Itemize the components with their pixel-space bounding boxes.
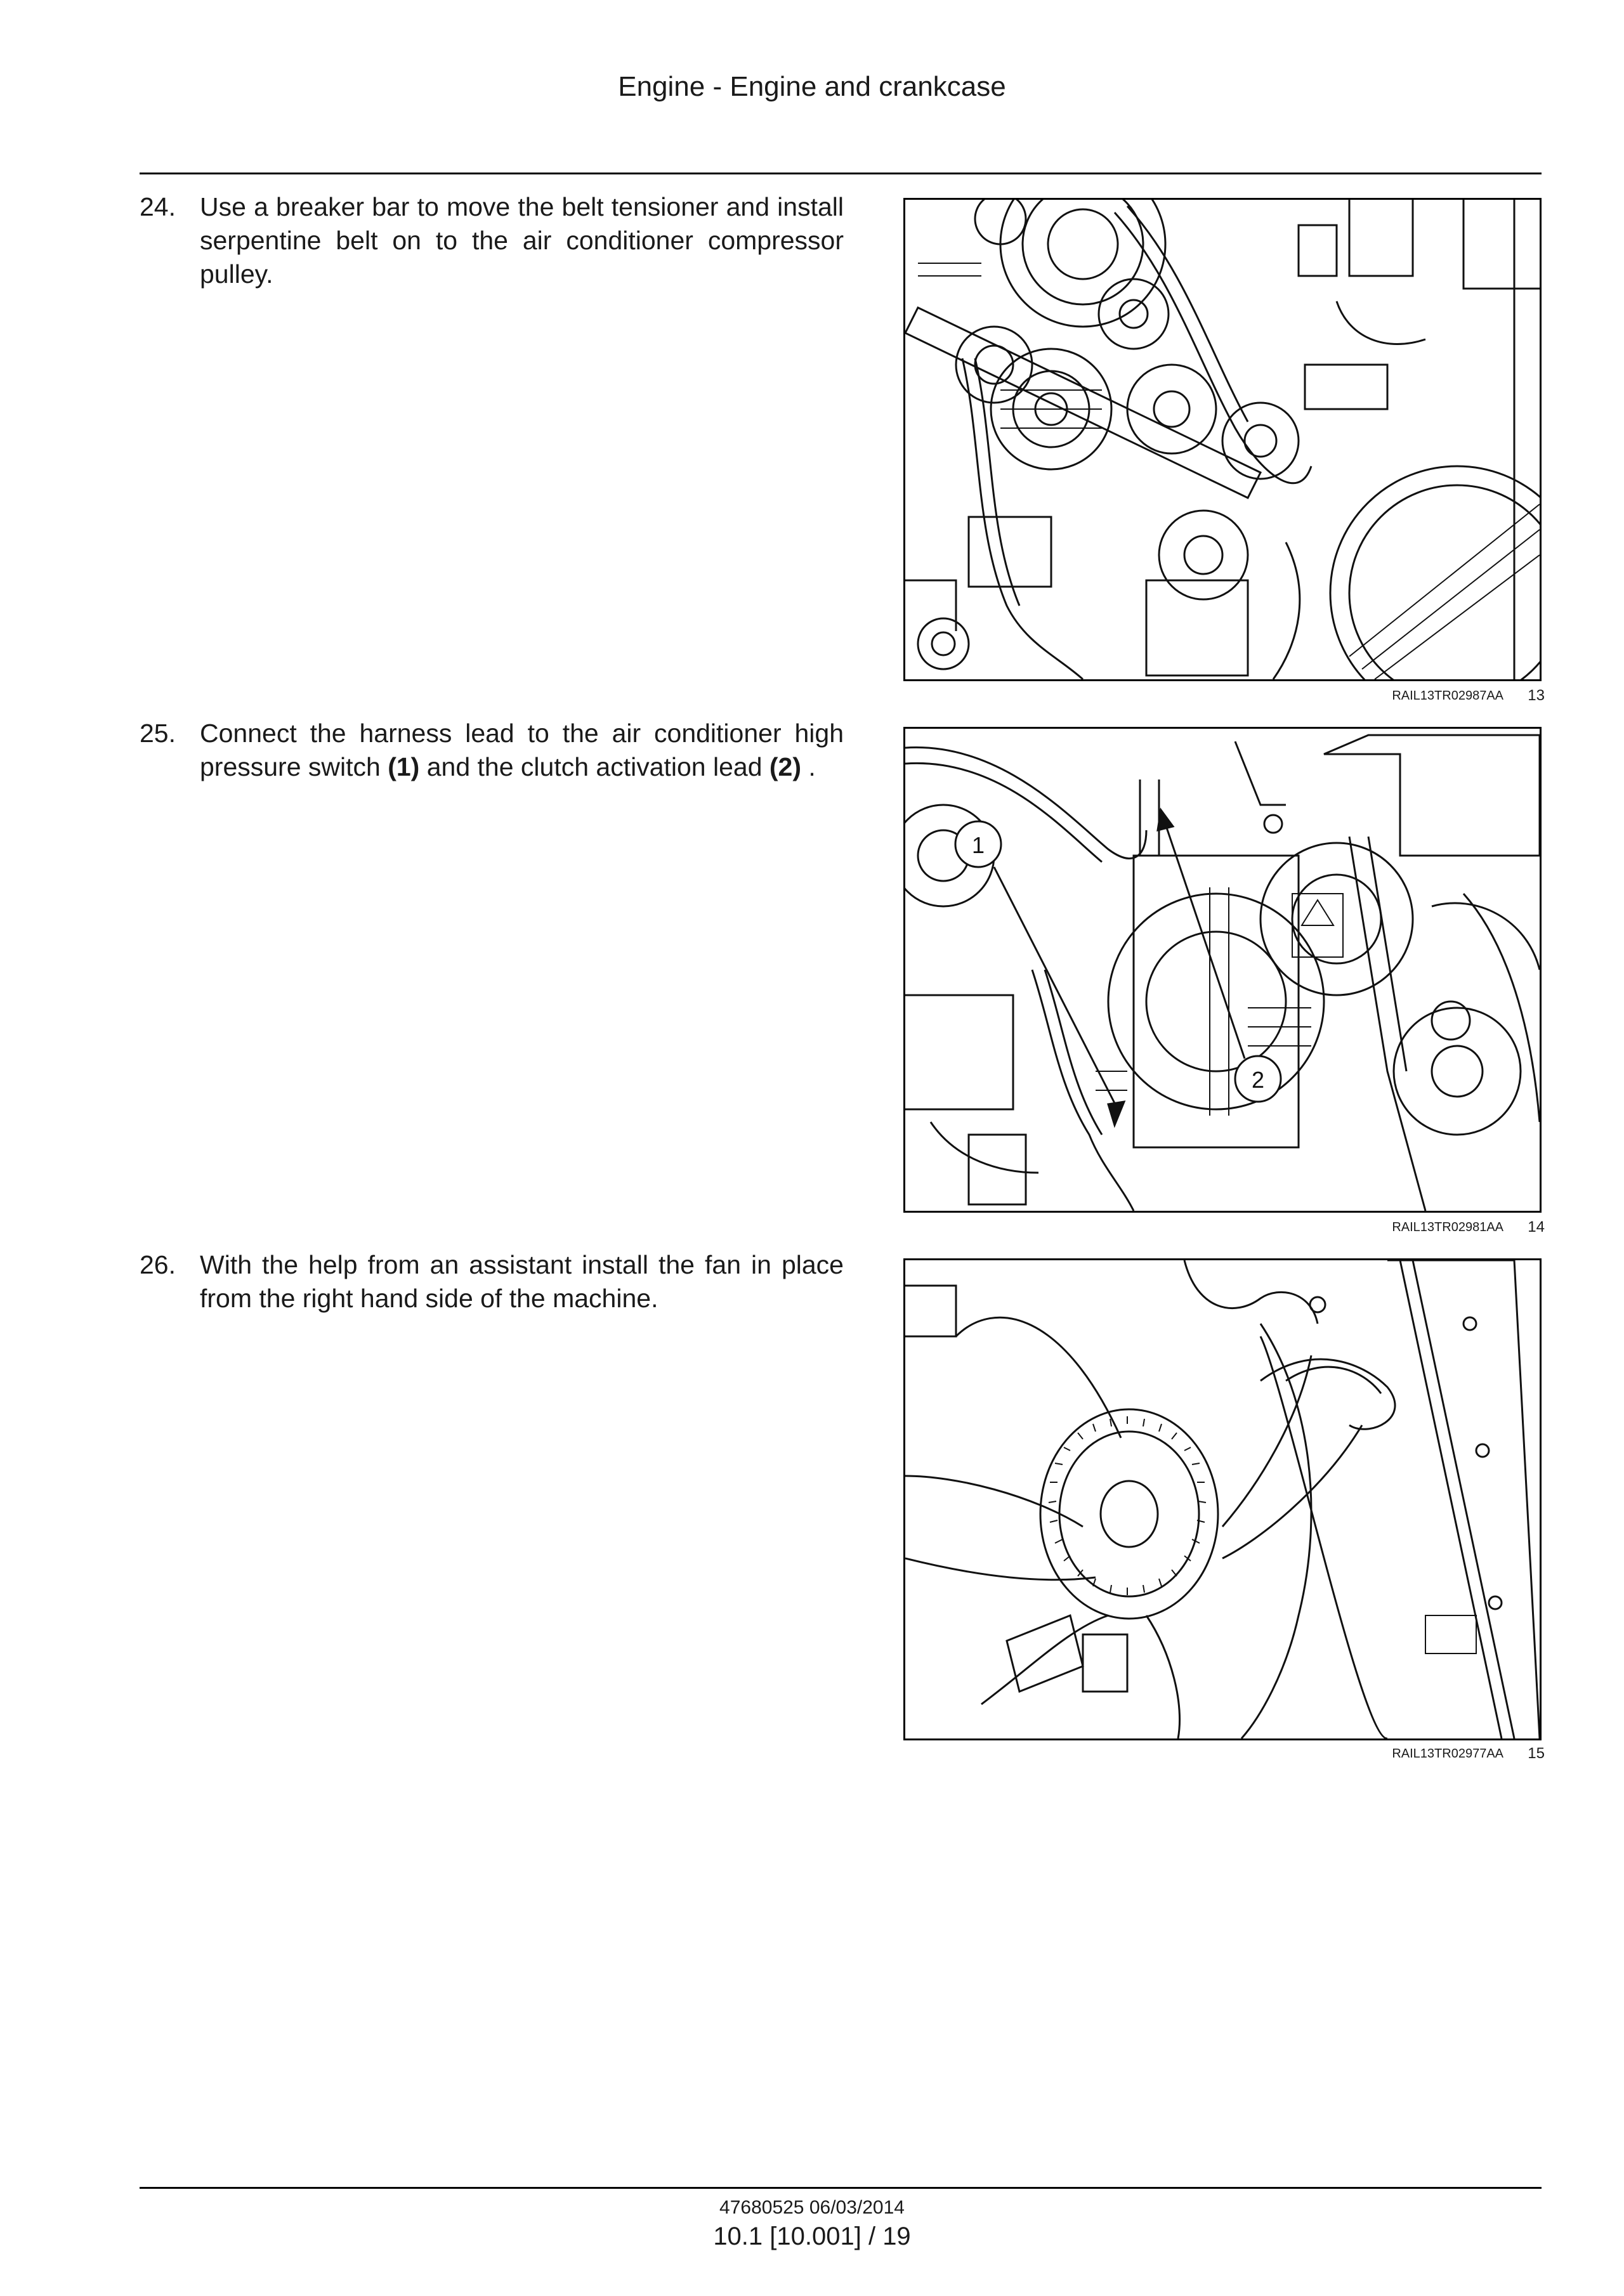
figure-15-fan-install [903,1258,1542,1740]
figure-code: RAIL13TR02977AA [1392,1747,1503,1761]
step-number: 24. [140,192,176,221]
page-header-title: Engine - Engine and crankcase [618,71,1006,102]
svg-text:2: 2 [1251,1067,1265,1093]
callout-ref-1: (1) [388,752,420,781]
warning-label [1292,894,1343,957]
figure-number: 13 [1528,687,1545,704]
figure-code: RAIL13TR02987AA [1392,689,1503,703]
figure-code: RAIL13TR02981AA [1392,1220,1503,1234]
fan-illustration [905,1260,1540,1738]
footer-divider [140,2187,1542,2189]
callout-ref-2: (2) [769,752,802,781]
step-text-part: . [801,752,816,781]
figure-14-ac-compressor [903,727,1542,1213]
header-divider [140,173,1542,174]
figure-13-engine-belt [903,198,1542,681]
figure-number: 15 [1528,1745,1545,1762]
ac-compressor-illustration [905,729,1540,1211]
callout-2 [1235,1056,1281,1102]
step-text-part: and the clutch activation lead [419,752,769,781]
step-text: With the help from an assistant install the fan in place from the right hand side of the machine. [200,1250,844,1313]
callout-1 [955,821,1001,867]
figure-number: 14 [1528,1218,1545,1236]
footer-doc-number: 47680525 06/03/2014 [719,2197,905,2218]
step-number: 26. [140,1250,176,1279]
step-text-part: Connect the harness lead to the air conditioner high pressure switch [200,719,844,781]
engine-belt-illustration [905,200,1540,679]
step-text: Use a breaker bar to move the belt tensioner and install serpentine belt on to the air conditioner compressor pulley. [200,192,844,289]
step-number: 25. [140,719,176,748]
step-text [200,717,844,784]
svg-text:1: 1 [971,832,985,858]
footer-page-number: 10.1 [10.001] / 19 [713,2222,911,2250]
